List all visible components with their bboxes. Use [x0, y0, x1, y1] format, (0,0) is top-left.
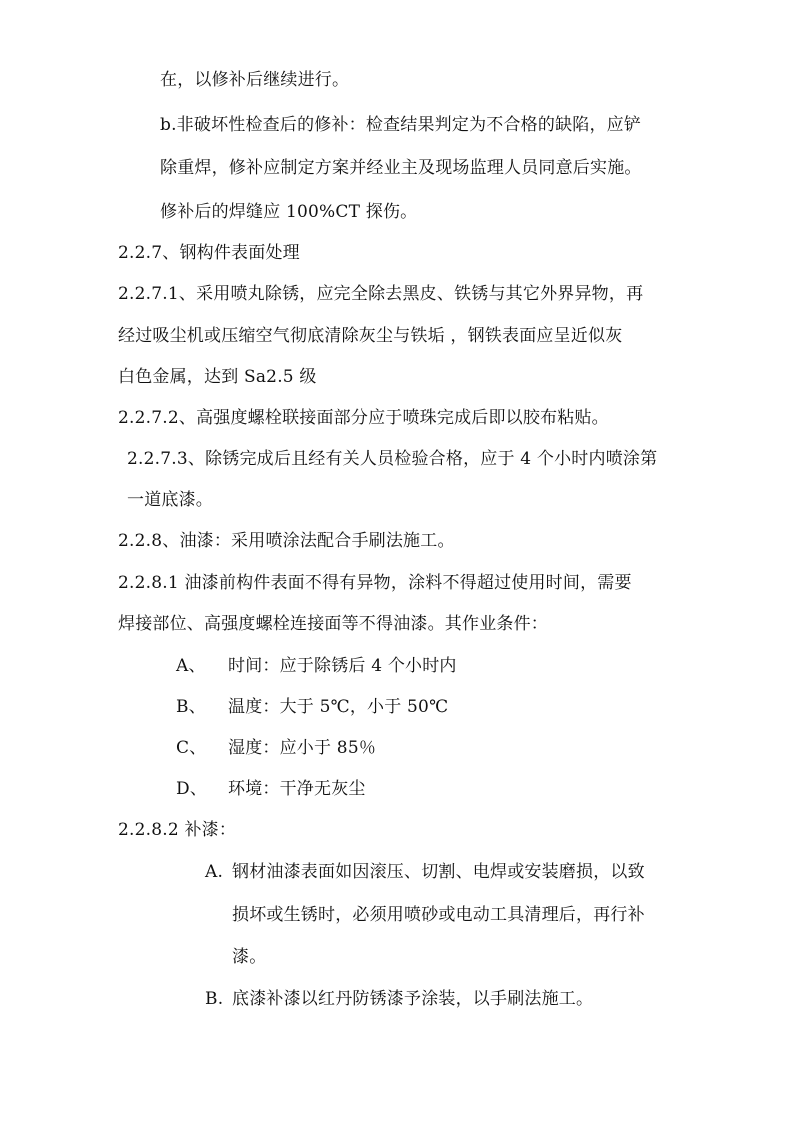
touchup-label: A. [205, 862, 224, 882]
touchup-item [205, 860, 645, 884]
paragraph-line: 经过吸尘机或压缩空气彻底清除灰尘与铁垢 ，钢铁表面应呈近似灰 [118, 326, 623, 346]
condition-item [176, 736, 376, 760]
condition-item [176, 777, 366, 801]
paragraph-line: 除重焊，修补应制定方案并经业主及现场监理人员同意后实施。 [160, 158, 642, 178]
condition-text: 环境：干净无灰尘 [228, 779, 366, 799]
paragraph-line: 2.2.7.1、采用喷丸除锈，应完全除去黑皮、铁锈与其它外界异物，再 [118, 284, 644, 304]
condition-text: 时间：应于除锈后 4 个小时内 [228, 656, 457, 676]
paragraph-line: 修补后的焊缝应 100%CT 探伤。 [160, 202, 418, 222]
condition-label: B、 [176, 697, 206, 717]
condition-text: 温度：大于 5℃，小于 50℃ [228, 697, 449, 717]
paragraph-line: 白色金属，达到 Sa2.5 级 [118, 367, 317, 387]
condition-label: C、 [176, 738, 207, 758]
section-heading: 2.2.8、油漆：采用喷涂法配合手刷法施工。 [118, 531, 455, 551]
paragraph-line: 一道底漆。 [127, 490, 213, 510]
touchup-item [205, 987, 593, 1011]
paragraph-line: 2.2.7.2、高强度螺栓联接面部分应于喷珠完成后即以胶布粘贴。 [118, 408, 609, 428]
touchup-line: 损坏或生锈时，必须用喷砂或电动工具清理后，再行补 [232, 905, 645, 925]
touchup-text: 钢材油漆表面如因滚压、切割、电焊或安装磨损，以致 [232, 862, 645, 882]
paragraph-line: b.非破坏性检查后的修补：检查结果判定为不合格的缺陷，应铲 [160, 115, 642, 135]
condition-label: D、 [176, 779, 208, 799]
condition-item [176, 695, 448, 719]
condition-text: 湿度：应小于 85％ [228, 738, 377, 758]
touchup-label: B. [205, 989, 224, 1009]
paragraph-line: 在，以修补后继续进行。 [160, 70, 350, 90]
condition-item [176, 654, 457, 678]
condition-label: A、 [176, 656, 206, 676]
section-heading: 2.2.8.2 补漆： [118, 820, 237, 840]
section-heading: 2.2.7、钢构件表面处理 [118, 243, 300, 263]
paragraph-line: 焊接部位、高强度螺栓连接面等不得油漆。其作业条件： [118, 614, 548, 634]
paragraph-line: 2.2.7.3、除锈完成后且经有关人员检验合格，应于 4 个小时内喷涂第 [127, 449, 658, 469]
touchup-line: 漆。 [232, 947, 267, 967]
touchup-text: 底漆补漆以红丹防锈漆予涂装，以手刷法施工。 [232, 989, 594, 1009]
paragraph-line: 2.2.8.1 油漆前构件表面不得有异物，涂料不得超过使用时间，需要 [118, 573, 632, 593]
